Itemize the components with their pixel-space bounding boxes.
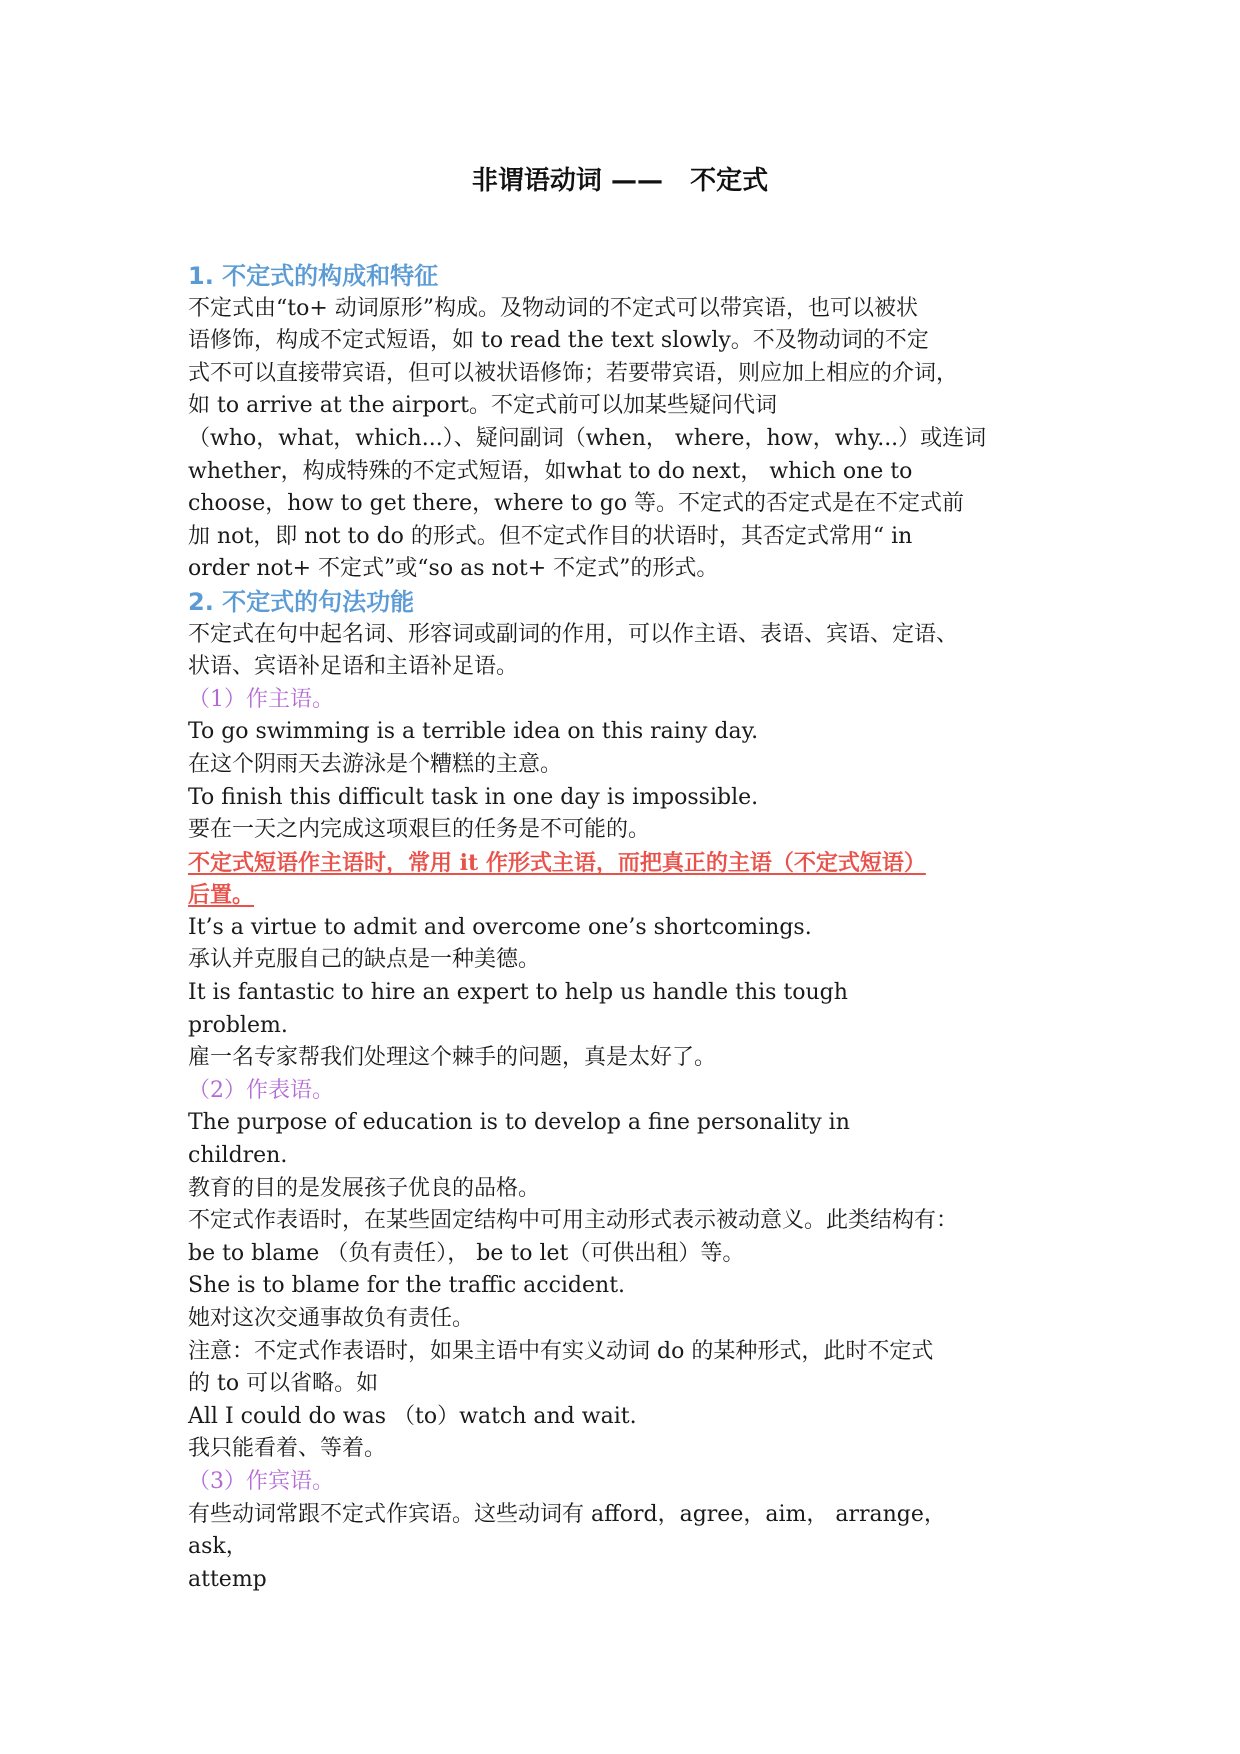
text-line: 状语、宾语补足语和主语补足语。 — [188, 654, 519, 680]
text-line: 在这个阴雨天去游泳是个糟糕的主意。 — [188, 751, 563, 777]
text-line: The purpose of education is to develop a fine personality in — [188, 1110, 850, 1136]
text-line: 如 to arrive at the airport。不定式前可以加某些疑问代词 — [188, 393, 778, 419]
document-body — [188, 260, 1058, 1596]
text-line: 她对这次交通事故负有责任。 — [188, 1306, 475, 1331]
subsection-heading: （2）作表语。 — [188, 1077, 334, 1103]
text-line: 不定式在句中起名词、形容词或副词的作用，可以作主语、表语、宾语、定语、 — [188, 621, 959, 647]
text-line: （who，what，which...）、疑问副词（when， where，how，why...）或连词 — [188, 425, 987, 451]
text-line: 有些动词常跟不定式作宾语。这些动词有 afford，agree，aim， arrange， — [188, 1501, 946, 1527]
text-line: 语修饰，构成不定式短语，如 to read the text slowly。不及物动词的不定 — [188, 328, 929, 354]
text-line: children. — [188, 1143, 288, 1169]
text-line: All I could do was （to）watch and wait. — [188, 1403, 637, 1429]
text-line: 的 to 可以省略。如 — [188, 1371, 379, 1397]
text-line: 加 not，即 not to do 的形式。但不定式作目的状语时，其否定式常用“ in — [188, 523, 913, 549]
subsection-heading: （3）作宾语。 — [188, 1468, 334, 1494]
text-line: ask， — [188, 1534, 248, 1560]
text-line: be to blame （负有责任）， be to let（可供出租）等。 — [188, 1240, 745, 1266]
text-line: attemp — [188, 1566, 267, 1592]
text-line: It is fantastic to hire an expert to help us handle this tough — [188, 980, 848, 1006]
text-line: 注意：不定式作表语时，如果主语中有实义动词 do 的某种形式，此时不定式 — [188, 1338, 934, 1364]
text-line: 承认并克服自己的缺点是一种美德。 — [188, 947, 541, 973]
text-line: 式不可以直接带宾语，但可以被状语修饰；若要带宾语，则应加上相应的介词， — [188, 360, 959, 386]
text-line: order not+ 不定式”或“so as not+ 不定式”的形式。 — [188, 556, 719, 582]
text-line: 要在一天之内完成这项艰巨的任务是不可能的。 — [188, 817, 651, 843]
highlighted-note: 不定式短语作主语时，常用 it 作形式主语，而把真正的主语（不定式短语） — [188, 849, 926, 876]
subsection-heading: （1）作主语。 — [188, 686, 334, 712]
highlighted-note: 后置。 — [188, 882, 255, 909]
section-heading: 2. 不定式的句法功能 — [188, 587, 415, 616]
text-line: whether，构成特殊的不定式短语，如what to do next， which one to — [188, 458, 913, 484]
text-line: 教育的目的是发展孩子优良的品格。 — [188, 1175, 541, 1201]
text-line: 雇一名专家帮我们处理这个棘手的问题，真是太好了。 — [188, 1045, 717, 1071]
text-line: choose，how to get there，where to go 等。不定式的否定式是在不定式前 — [188, 491, 965, 517]
text-line: problem. — [188, 1012, 288, 1038]
text-line: 不定式作表语时，在某些固定结构中可用主动形式表示被动意义。此类结构有： — [188, 1208, 959, 1234]
section-heading: 1. 不定式的构成和特征 — [188, 262, 439, 290]
document-title: 非谓语动词 —— 不定式 — [471, 166, 769, 196]
text-line: It’s a virtue to admit and overcome one’s shortcomings. — [188, 914, 812, 940]
text-line: She is to blame for the traffic accident. — [188, 1273, 626, 1299]
text-line: To finish this difficult task in one day is impossible. — [188, 784, 759, 810]
text-line: To go swimming is a terrible idea on this rainy day. — [188, 719, 759, 745]
text-line: 不定式由“to+ 动词原形”构成。及物动词的不定式可以带宾语，也可以被状 — [188, 295, 919, 321]
text-line: 我只能看着、等着。 — [188, 1436, 387, 1462]
